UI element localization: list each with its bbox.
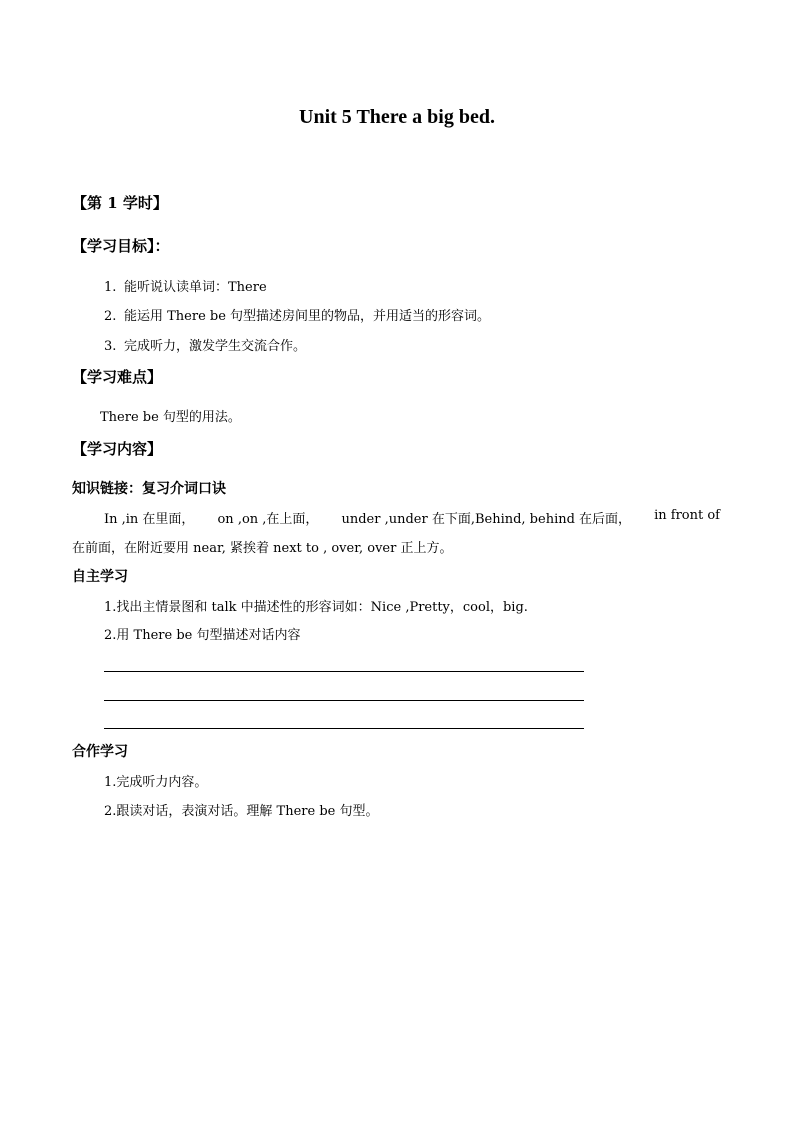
self-study-heading: 自主学习	[72, 569, 128, 585]
knowledge-link-heading: 知识链接：复习介词口诀	[72, 481, 226, 497]
objectives-heading: 【学习目标】：	[72, 237, 170, 255]
objective-item-2	[104, 305, 490, 324]
period-heading: 【第 1 学时】	[72, 194, 168, 212]
objective-text: 完成听力，激发学生交流合作。	[124, 339, 307, 354]
difficulty-text: There be 句型的用法。	[100, 410, 241, 425]
self-study-item-2: 2.用 There be 句型描述对话内容	[104, 628, 301, 643]
answer-blank-line[interactable]	[104, 700, 584, 701]
content-heading: 【学习内容】	[72, 440, 163, 458]
objective-number: 2.	[104, 309, 117, 324]
self-study-item-1: 1.找出主情景图和 talk 中描述性的形容词如：Nice ,Pretty，cool，big.	[104, 600, 528, 615]
answer-blank-line[interactable]	[104, 728, 584, 729]
difficulty-heading: 【学习难点】	[72, 368, 163, 386]
knowledge-link-line-2: 在前面，在附近要用 near, 紧挨着 next to , over, over 正上方。	[72, 541, 453, 556]
link-part: In ,in 在里面，	[104, 512, 195, 527]
page-title: Unit 5 There a big bed.	[299, 106, 495, 128]
objective-text: 能听说认读单词：There	[124, 280, 267, 295]
link-part: on ,on ,在上面，	[217, 512, 319, 527]
cooperative-study-heading: 合作学习	[72, 744, 128, 760]
objective-item-1	[104, 276, 267, 295]
objective-text: 能运用 There be 句型描述房间里的物品，并用适当的形容词。	[124, 309, 491, 324]
link-part: under ,under 在下面,Behind, behind 在后面，	[341, 512, 632, 527]
cooperative-item-1: 1.完成听力内容。	[104, 775, 208, 790]
cooperative-item-2: 2.跟读对话，表演对话。理解 There be 句型。	[104, 804, 379, 819]
objective-item-3	[104, 335, 306, 354]
objective-number: 1.	[104, 280, 117, 295]
objective-number: 3.	[104, 339, 117, 354]
knowledge-link-line-1	[104, 508, 720, 527]
answer-blank-line[interactable]	[104, 671, 584, 672]
link-part: in front of	[654, 508, 720, 523]
